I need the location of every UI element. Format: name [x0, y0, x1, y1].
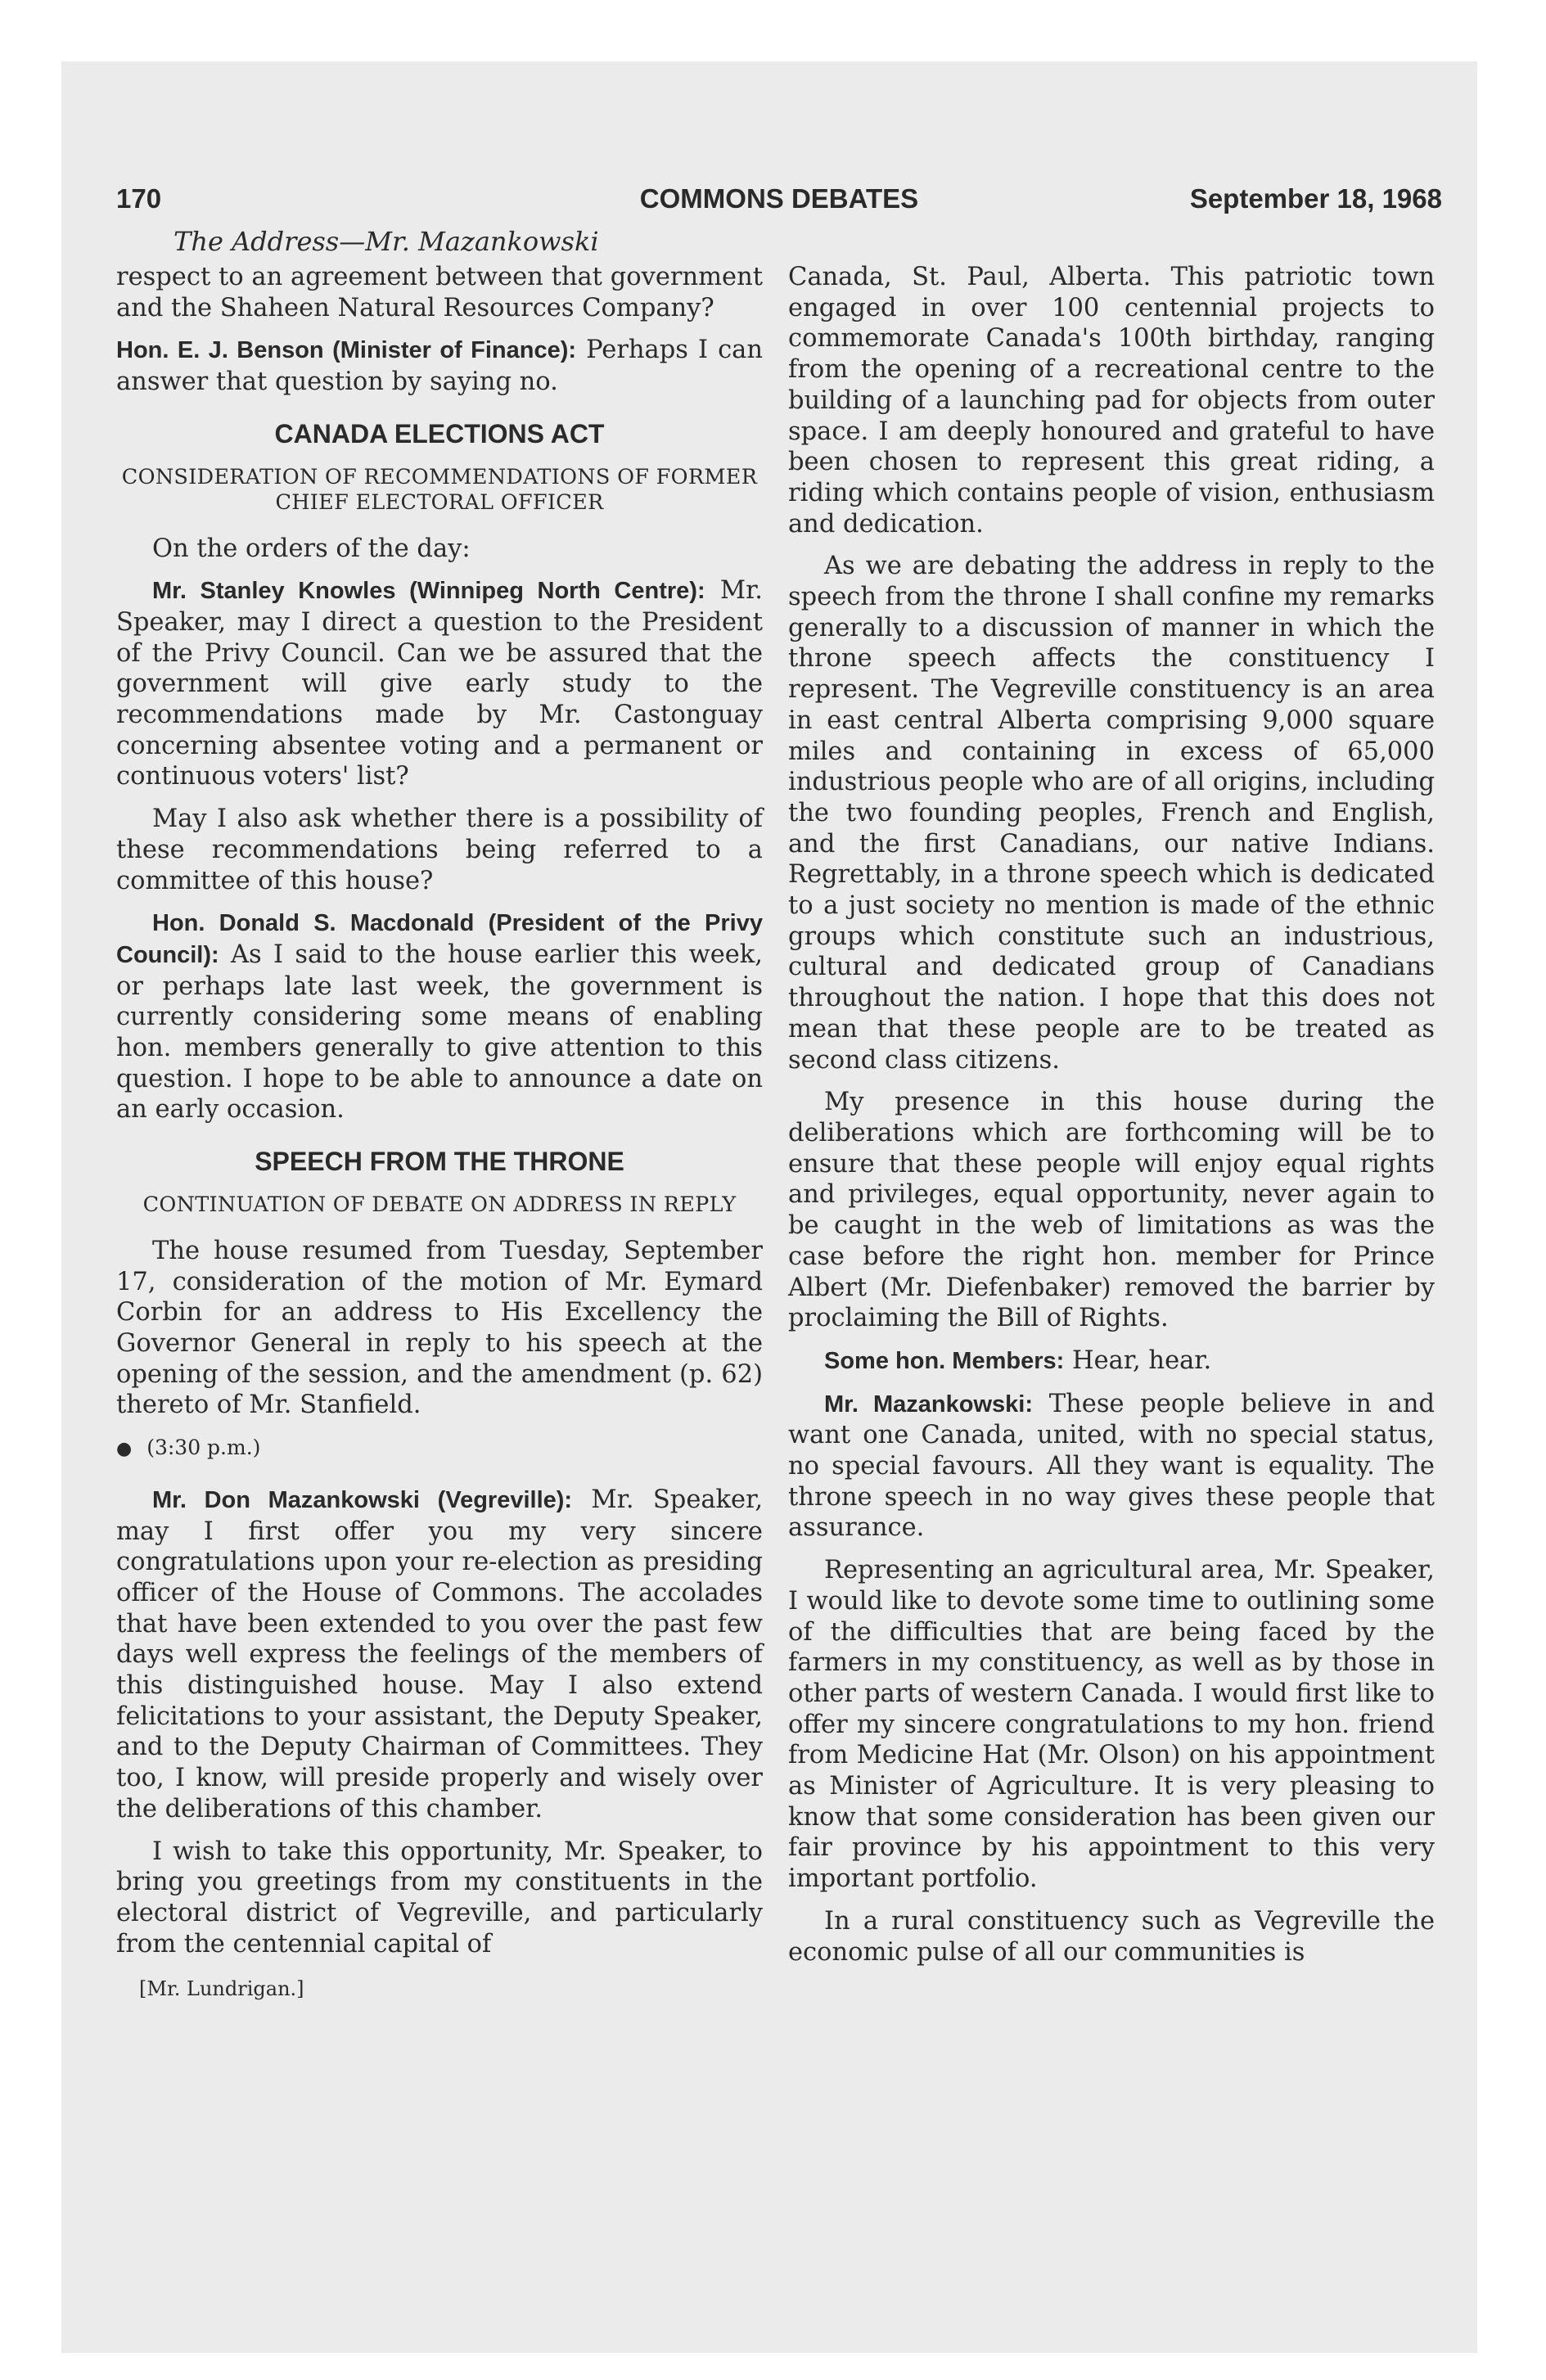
speech-text: Hear, hear. [1064, 1346, 1212, 1375]
page-header [116, 183, 1442, 216]
paragraph [116, 335, 763, 397]
paragraph: On the orders of the day: [152, 534, 471, 563]
page-number: 170 [116, 183, 162, 214]
paragraph [788, 1389, 1435, 1544]
paragraph [788, 1346, 1435, 1377]
left-column [116, 262, 763, 2005]
speaker-name: Hon. E. J. Benson (Minister of Finance): [116, 337, 577, 364]
paragraph [116, 908, 763, 1125]
section-subheading: CONTINUATION OF DEBATE ON ADDRESS IN REPLY [142, 1192, 737, 1217]
time-mark [116, 1432, 763, 1465]
paragraph [116, 575, 763, 792]
paragraph: In a rural constituency such as Vegreville the economic pulse of all our communities is [788, 1906, 1435, 1967]
speech-text: As I said to the house earlier this week, or perhaps late last week, the government is currently considering some means of enabling hon. members generally to give attention to this question. I hope to be able to announce a date on an early occasion. [116, 940, 763, 1125]
paragraph: Representing an agricultural area, Mr. Speaker, I would like to devote some time to outlining some of the difficulties that are being faced by the farmers in my constituency, as well as by those in other parts of western Canada. I would first like to offer my sincere congratulations to my hon. friend from Medicine Hat (Mr. Olson) on his appointment as Minister of Agriculture. It is very pleasing to know that some consideration has been given our fair province by his appointment to this very important portfolio. [788, 1556, 1435, 1894]
paragraph: As we are debating the address in reply to the speech from the throne I shall confine my remarks generally to a discussion of manner in which the throne speech affects the constituency I represent. The Vegreville constituency is an area in east central Alberta comprising 9,000 square miles and containing in excess of 65,000 industrious people who are of all origins, including the two founding peoples, French and English, and the first Canadians, our native Indians. Regrettably, in a throne speech which is dedicated to a just society no mention is made of the ethnic groups which constitute such an industrious, cultural and dedicated group of Canadians throughout the nation. I hope that this does not mean that these people are to be treated as second class citizens. [788, 552, 1435, 1075]
speaker-name: Some hon. Members: [824, 1347, 1065, 1374]
speech-text: Mr. Speaker, may I first offer you my very sincere congratulations upon your re-election as presiding officer of the House of Commons. The accolades that have been extended to you over the past few days well express the feelings of the members of this distinguished house. May I also extend felicitations to your assistant, the Deputy Speaker, and to the Deputy Chairman of Committees. They too, I know, will preside properly and wisely over the deliberations of this chamber. [116, 1485, 764, 1823]
speaker-name: Mr. Stanley Knowles (Winnipeg North Centre): [152, 578, 705, 605]
paragraph: The house resumed from Tuesday, September 17, consideration of the motion of Mr. Eymard Corbin for an address to His Excellency the Governor General in reply to his speech at the opening of the session, and the amendment (p. 62) thereto of Mr. Stanfield. [116, 1236, 763, 1420]
paragraph: respect to an agreement between that government and the Shaheen Natural Resources Company? [116, 263, 763, 322]
section-heading: SPEECH FROM THE THRONE [255, 1147, 624, 1177]
right-column [788, 262, 1435, 1979]
paragraph [116, 1485, 763, 1825]
speech-text: Perhaps I can answer that question by saying no. [116, 336, 763, 397]
speaker-name: Hon. Donald S. Macdonald (President of the Privy Council): [116, 910, 763, 968]
paragraph: I wish to take this opportunity, Mr. Speaker, to bring you greetings from my constituents in the electoral district of Vegreville, and particularly from the centennial capital of [116, 1837, 763, 1959]
speech-text: These people believe in and want one Canada, united, with no special status, no special favours. All they want is equality. The throne speech in no way gives these people that assurance. [788, 1389, 1435, 1543]
paragraph: My presence in this house during the deliberations which are forthcoming will be to ensure that these people will enjoy equal rights and privileges, equal opportunity, never again to be caught in the web of limitations as was the case before the right hon. member for Prince Albert (Mr. Diefenbaker) removed the barrier by proclaiming the Bill of Rights. [788, 1088, 1435, 1333]
speaker-name: Mr. Don Mazankowski (Vegreville): [152, 1486, 573, 1513]
bullet-icon: ● [116, 1439, 133, 1460]
paragraph: May I also ask whether there is a possibility of these recommendations being referred to a committee of this house? [116, 805, 763, 895]
speaker-name: Mr. Mazankowski: [824, 1391, 1034, 1418]
section-heading: CANADA ELECTIONS ACT [274, 418, 605, 449]
paragraph: Canada, St. Paul, Alberta. This patriotic town engaged in over 100 centennial projects to commemorate Canada's 100th birthday, ranging from the opening of a recreational centre to the building of a launching pad for objects from outer space. I am deeply honoured and grateful to have been chosen to represent this great riding, a riding which contains people of vision, enthusiasm and dedication. [788, 263, 1435, 539]
publication-title: COMMONS DEBATES [639, 183, 919, 214]
section-subheading: CONSIDERATION OF RECOMMENDATIONS OF FORMER CHIEF ELECTORAL OFFICER [121, 464, 758, 515]
page-date: September 18, 1968 [1189, 183, 1442, 214]
speech-text: Mr. Speaker, may I direct a question to the President of the Privy Council. Can we be assured that the government will give early study to the recommendations made by Mr. Castonguay concerning absentee voting and a permanent or continuous voters' list? [116, 576, 763, 791]
running-head: The Address—Mr. Mazankowski [174, 226, 599, 257]
time-text: (3:30 p.m.) [146, 1436, 261, 1460]
footnote: [Mr. Lundrigan.] [139, 1977, 304, 2001]
